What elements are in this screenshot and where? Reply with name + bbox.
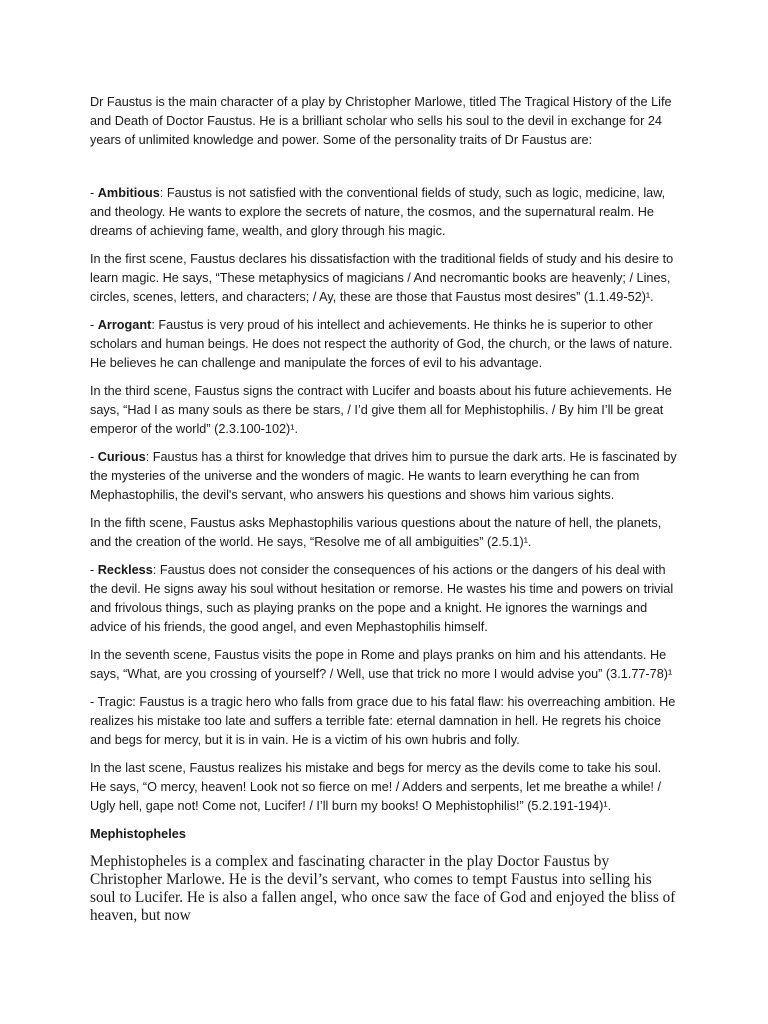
section-heading: Mephistopheles [90, 827, 186, 841]
trait-name: Reckless [97, 563, 153, 577]
trait-example: In the third scene, Faustus signs the contract with Lucifer and boasts about his future achievements. He says, “Had I as many souls as there be stars, / I’d give them all for Mephistophilis. / By him I’ll be great emperor of the world” (2.3.100-102)¹. [90, 384, 672, 436]
trait-name: Curious [97, 450, 146, 464]
trait-text: : Faustus is not satisfied with the conventional fields of study, such as logic, medicine, law, and theology. He wants to explore the secrets of nature, the cosmos, and the supernatural realm. He dreams of achieving fame, wealth, and glory through his magic. [90, 186, 666, 238]
trait-example: In the last scene, Faustus realizes his mistake and begs for mercy as the devils come to take his soul. He says, “O mercy, heaven! Look not so fierce on me! / Adders and serpents, let me breathe a while! / Ugly hell, gape not! Come not, Lucifer! / I’ll burn my books! O Mephistophilis!” (5.2.191-194)¹. [90, 761, 662, 813]
trait-prefix: - [90, 563, 98, 577]
trait-name: Ambitious [97, 186, 160, 200]
trait-example: In the first scene, Faustus declares his dissatisfaction with the traditional fields of study and his desire to learn magic. He says, “These metaphysics of magicians / And necromantic books are heavenly; / Lines, circles, scenes, letters, and characters; / Ay, these are those that Faustus most desires” (1.1.49-52)¹. [90, 252, 674, 304]
trait-tragic: - Tragic: Faustus is a tragic hero who falls from grace due to his fatal flaw: his overreaching ambition. He realizes his mistake too late and suffers a terrible fate: eternal damnation in hell. He regrets his choice and begs for mercy, but it is in vain. He is a victim of his own hubris and folly. [90, 695, 676, 747]
trait-example: In the seventh scene, Faustus visits the pope in Rome and plays pranks on him and his attendants. He says, “What, are you crossing of yourself? / Well, use that trick no more I would advise you” (3.1.77-78)¹ [90, 648, 673, 681]
trait-curious [90, 448, 678, 505]
trait-name: Arrogant [97, 318, 152, 332]
section-paragraph: Mephistopheles is a complex and fascinating character in the play Doctor Faustus by Christopher Marlowe. He is the devil’s servant, who comes to tempt Faustus into selling his soul to Lucifer. He is also a fallen angel, who once saw the face of God and enjoyed the bliss of heaven, but now [90, 853, 676, 924]
trait-prefix: - [90, 318, 98, 332]
trait-reckless [90, 561, 678, 637]
trait-prefix: - [90, 186, 98, 200]
intro-paragraph: Dr Faustus is the main character of a play by Christopher Marlowe, titled The Tragical History of the Life and Death of Doctor Faustus. He is a brilliant scholar who sells his soul to the devil in exchange for 24 years of unlimited knowledge and power. Some of the personality traits of Dr Faustus are: [90, 95, 672, 147]
document-page [90, 93, 678, 925]
trait-text: : Faustus does not consider the consequences of his actions or the dangers of his deal with the devil. He signs away his soul without hesitation or remorse. He wastes his time and powers on trivial and frivolous things, such as playing pranks on the pope and a knight. He ignores the warnings and advice of his friends, the good angel, and even Mephastophilis himself. [90, 563, 674, 634]
trait-prefix: - [90, 450, 98, 464]
trait-example: In the fifth scene, Faustus asks Mephastophilis various questions about the nature of hell, the planets, and the creation of the world. He says, “Resolve me of all ambiguities” (2.5.1)¹. [90, 516, 662, 549]
trait-arrogant [90, 316, 678, 373]
trait-text: : Faustus is very proud of his intellect and achievements. He thinks he is superior to other scholars and human beings. He does not respect the authority of God, the church, or the laws of nature. He believes he can challenge and manipulate the forces of evil to his advantage. [90, 318, 673, 370]
trait-text: : Faustus has a thirst for knowledge that drives him to pursue the dark arts. He is fascinated by the mysteries of the universe and the wonders of magic. He wants to learn everything he can from Mephastophilis, the devil's servant, who answers his questions and shows him various sights. [90, 450, 677, 502]
trait-ambitious [90, 184, 678, 241]
